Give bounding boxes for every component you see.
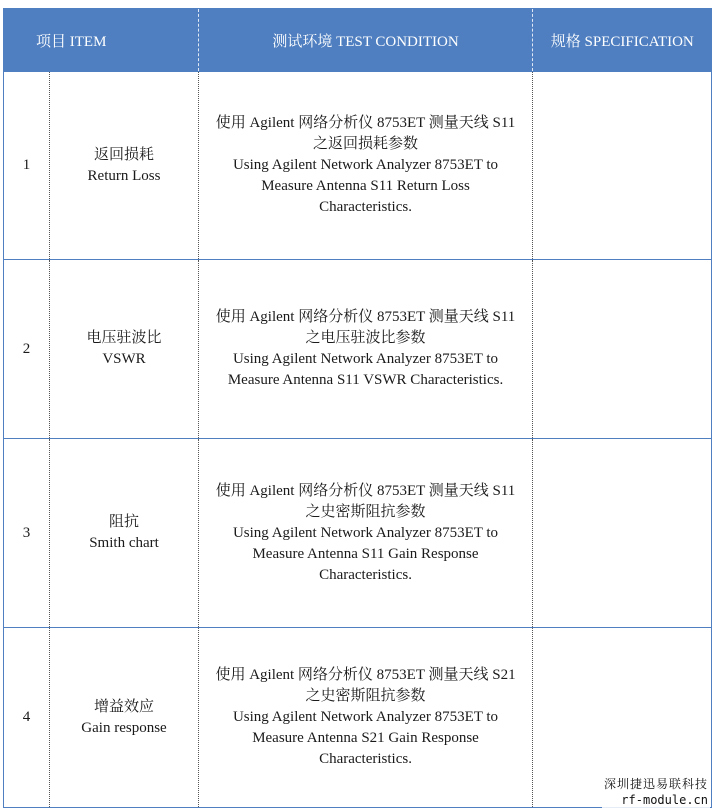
item-name-en: Smith chart xyxy=(89,535,159,551)
table-row xyxy=(4,260,712,439)
specification-cell xyxy=(533,72,712,260)
condition-cn-line: 使用 Agilent 网络分析仪 8753ET 测量天线 S11 xyxy=(215,115,516,131)
item-name-cn: 返回损耗 xyxy=(94,146,155,163)
condition-en-line: Measure Antenna S21 Gain Response xyxy=(252,730,479,746)
condition-en-line: Using Agilent Network Analyzer 8753ET to xyxy=(232,709,499,725)
condition-en-line: Characteristics. xyxy=(319,751,412,767)
condition-cn-line: 使用 Agilent 网络分析仪 8753ET 测量天线 S11 xyxy=(215,482,516,499)
condition-cn-line: 之电压驻波比参数 xyxy=(305,330,426,346)
condition-en-line: Characteristics. xyxy=(319,199,412,215)
antenna-test-table xyxy=(3,8,712,808)
header-item: 项目 ITEM xyxy=(4,9,199,72)
item-cell xyxy=(50,260,199,439)
test-condition-cell xyxy=(199,72,533,260)
condition-cn-line: 之史密斯阻抗参数 xyxy=(305,503,426,520)
item-name-en: VSWR xyxy=(102,351,146,367)
condition-cn-line: 使用 Agilent 网络分析仪 8753ET 测量天线 S11 xyxy=(215,309,516,325)
item-name-en: Return Loss xyxy=(87,167,161,184)
specification-cell xyxy=(533,439,712,628)
header-specification: 规格 SPECIFICATION xyxy=(533,9,712,72)
condition-en-line: Using Agilent Network Analyzer 8753ET to xyxy=(232,157,499,173)
row-number: 1 xyxy=(4,72,50,260)
condition-en-line: Measure Antenna S11 Gain Response xyxy=(252,545,479,562)
item-cell xyxy=(50,72,199,260)
item-name-en: Gain response xyxy=(81,719,167,736)
row-number: 2 xyxy=(4,260,50,439)
item-name-cn: 增益效应 xyxy=(94,698,155,715)
item-cell xyxy=(50,628,199,808)
table-row xyxy=(4,72,712,260)
table-row xyxy=(4,439,712,628)
row-number: 3 xyxy=(4,439,50,628)
condition-en-line: Measure Antenna S11 VSWR Characteristics. xyxy=(227,372,504,388)
item-cell xyxy=(50,439,199,628)
header-test-condition: 测试环境 TEST CONDITION xyxy=(199,9,533,72)
watermark xyxy=(602,776,710,808)
watermark-company: 深圳捷迅易联科技 xyxy=(603,777,708,791)
row-number: 4 xyxy=(4,628,50,808)
watermark-site: rf-module.cn xyxy=(621,793,708,807)
condition-cn-line: 之返回损耗参数 xyxy=(313,136,419,152)
item-name-cn: 电压驻波比 xyxy=(86,330,162,346)
specification-cell xyxy=(533,260,712,439)
test-condition-cell xyxy=(199,439,533,628)
condition-en-line: Using Agilent Network Analyzer 8753ET to xyxy=(232,351,499,367)
test-condition-cell xyxy=(199,260,533,439)
condition-cn-line: 之史密斯阻抗参数 xyxy=(305,688,426,704)
test-condition-cell xyxy=(199,628,533,808)
condition-en-line: Measure Antenna S11 Return Loss xyxy=(261,178,470,194)
condition-cn-line: 使用 Agilent 网络分析仪 8753ET 测量天线 S21 xyxy=(215,667,516,683)
item-name-cn: 阻抗 xyxy=(109,514,140,530)
condition-en-line: Characteristics. xyxy=(319,566,412,583)
condition-en-line: Using Agilent Network Analyzer 8753ET to xyxy=(232,524,499,541)
table-header-row xyxy=(4,9,712,72)
